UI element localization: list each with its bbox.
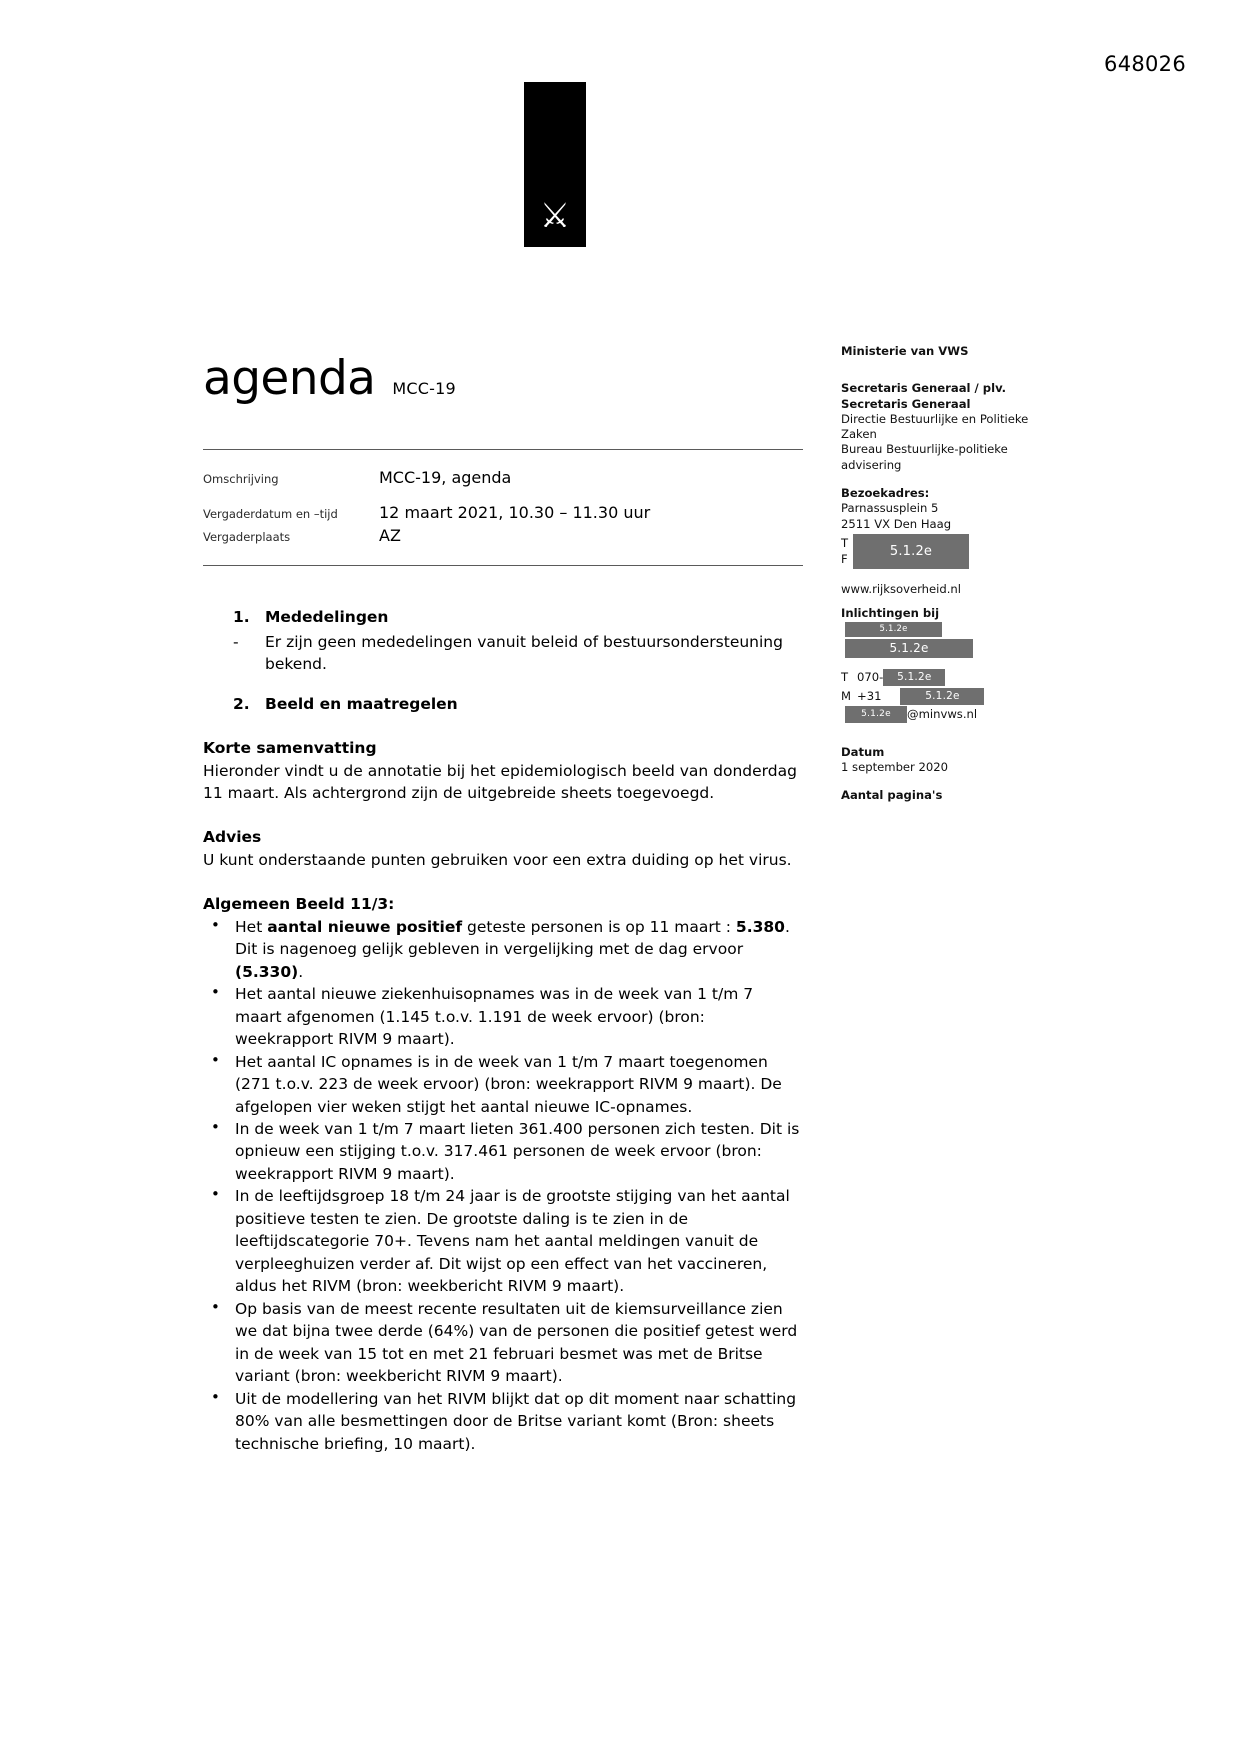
agenda-item-1-note [203,631,803,675]
redaction-phone-fax: 5.1.2e [853,534,969,569]
algemeen-beeld-bullet [203,983,803,1050]
meta-row-vergaderdatum [203,502,803,524]
meta-label: Vergaderplaats [203,530,291,545]
sidebar-org-line5: Bureau Bestuurlijke-politieke [841,442,1008,457]
divider-bottom [203,565,803,566]
sidebar-datum-value: 1 september 2020 [841,760,949,775]
phone-label: T [841,536,849,551]
bullet-text: . Dit is nagenoeg gelijk gebleven in vergelijking met de dag ervoor [235,917,790,959]
agenda-item-1 [203,606,803,628]
algemeen-beeld-bullet [203,1388,803,1455]
bullet-text: Het aantal IC opnames is in de week van 1 t/m 7 maart toegenomen (271 t.o.v. 223 de week ervoor) (bron: weekrapport RIVM 9 maart). De afgelopen vier weken stijgt het aantal nieuwe IC-opnames. [235,1052,782,1116]
document-number: 648026 [1104,52,1186,76]
algemeen-beeld-bullet [203,1118,803,1185]
bullet-text: . [298,962,304,981]
sidebar-pages-heading: Aantal pagina's [841,788,943,803]
bullet-text: Het aantal nieuwe ziekenhuisopnames was in de week van 1 t/m 7 maart afgenomen (1.145 t.o.v. 1.191 de week ervoor) (bron: weekrapport RIVM 9 maart). [235,985,754,1049]
rijksoverheid-logo [524,82,586,247]
contact-email-domain: @minvws.nl [907,706,978,721]
algemeen-beeld-bullet [203,916,803,983]
page-title: agenda [203,351,376,406]
bullet-text: Het [235,917,268,936]
sidebar-website: www.rijksoverheid.nl [841,581,961,596]
dutch-coat-of-arms-icon: ⚔ [539,196,571,236]
meta-value: AZ [379,526,401,546]
bullet-text: In de week van 1 t/m 7 maart lieten 361.400 personen zich testen. Dit is opnieuw een stijging t.o.v. 317.461 personen de week ervoor (bron: weekrapport RIVM 9 maart). [235,1120,800,1183]
meta-row-vergaderplaats [203,525,803,547]
contact-phone-prefix: 070- [857,669,884,684]
sidebar-contact-phone [841,669,1041,686]
sidebar [841,344,1041,804]
agenda-item-1-title: Mededelingen [265,607,389,626]
sidebar-ministry: Ministerie van VWS [841,344,969,358]
page-title-row [203,351,803,406]
redaction-contact-name: 5.1.2e [845,622,942,637]
redaction-contact-role: 5.1.2e [845,639,973,658]
meta-table [203,467,803,547]
fax-label: F [841,552,848,567]
agenda-item-2-title: Beeld en maatregelen [265,694,458,713]
sidebar-phone-fax-block [841,534,1041,569]
section-text-advies: U kunt onderstaande punten gebruiken voor een extra duiding op het virus. [203,850,792,869]
section-text-korte-samenvatting: Hieronder vindt u de annotatie bij het epidemiologisch beeld van donderdag 11 maart. Als achtergrond zijn de uitgebreide sheets toegevoegd. [203,761,797,802]
sidebar-org-line3: Directie Bestuurlijke en Politieke [841,411,1029,426]
sidebar-org-line6: advisering [841,457,902,472]
algemeen-beeld-bullet-list [203,916,803,1455]
sidebar-org-line4: Zaken [841,427,877,442]
bullet-text: Op basis van de meest recente resultaten uit de kiemsurveillance zien we dat bijna twee derde (64%) van de personen die positief getest werd in de week van 15 tot en met 21 februari besmet was met de Britse variant (bron: weekbericht RIVM 9 maart). [235,1299,798,1386]
algemeen-beeld-bullet [203,1298,803,1388]
redaction-contact-mobile: 5.1.2e [900,688,984,705]
meta-label: Omschrijving [203,472,279,486]
sidebar-contact-mobile [841,688,1041,705]
bullet-text-emphasis: 5.380 [735,917,785,936]
algemeen-beeld-bullet [203,1051,803,1118]
main-content [203,351,803,1455]
meta-value: MCC-19, agenda [379,468,512,487]
meta-row-omschrijving [203,467,803,489]
meta-label: Vergaderdatum en –tijd [203,506,338,521]
contact-mobile-label: M [841,688,852,703]
bullet-text: geteste personen is op 11 maart : [462,917,736,936]
section-heading-advies: Advies [203,827,262,846]
section-heading-korte-samenvatting: Korte samenvatting [203,738,377,757]
agenda-item-2 [203,693,803,715]
agenda-item-1-note-text: Er zijn geen mededelingen vanuit beleid of bestuursondersteuning bekend. [265,632,783,673]
sidebar-phone-fax-labels [841,535,853,568]
redaction-contact-email: 5.1.2e [845,706,907,723]
sidebar-datum-heading: Datum [841,744,885,759]
bullet-text: Uit de modellering van het RIVM blijkt dat op dit moment naar schatting 80% van alle besmettingen door de Britse variant komt (Bron: sheets technische briefing, 10 maart). [235,1389,797,1453]
agenda-item-2-number: 2. [233,694,250,713]
agenda-item-1-number: 1. [233,607,250,626]
sidebar-org-line2: Secretaris Generaal [841,396,971,411]
redaction-contact-phone: 5.1.2e [883,669,945,686]
sidebar-address-city: 2511 VX Den Haag [841,516,952,531]
bullet-text: In de leeftijdsgroep 18 t/m 24 jaar is de grootste stijging van het aantal positieve testen te zien. De grootste daling is te zien in de leeftijdscategorie 70+. Tevens nam het aantal meldingen vanuit de verpleeghuizen verder af. Dit wijst op een effect van het vaccineren, aldus het RIVM (bron: weekbericht RIVM 9 maart). [235,1187,790,1296]
sidebar-contact-email [841,706,1041,723]
sidebar-info-heading: Inlichtingen bij [841,606,940,621]
section-heading-algemeen-beeld: Algemeen Beeld 11/3: [203,894,395,913]
meta-value: 12 maart 2021, 10.30 – 11.30 uur [379,502,651,522]
sidebar-address-heading: Bezoekadres: [841,486,930,501]
dash-marker: - [233,632,239,651]
sidebar-org-line1: Secretaris Generaal / plv. [841,381,1007,396]
contact-mobile-prefix: +31 [857,688,882,703]
agenda-body [203,606,803,1455]
algemeen-beeld-bullet [203,1185,803,1297]
contact-phone-label: T [841,669,849,684]
sidebar-address-street: Parnassusplein 5 [841,501,939,516]
bullet-text-emphasis: (5.330) [235,962,299,981]
page-subtitle: MCC-19 [392,379,456,398]
divider-top [203,449,803,450]
bullet-text-emphasis: aantal nieuwe positief [267,917,463,936]
